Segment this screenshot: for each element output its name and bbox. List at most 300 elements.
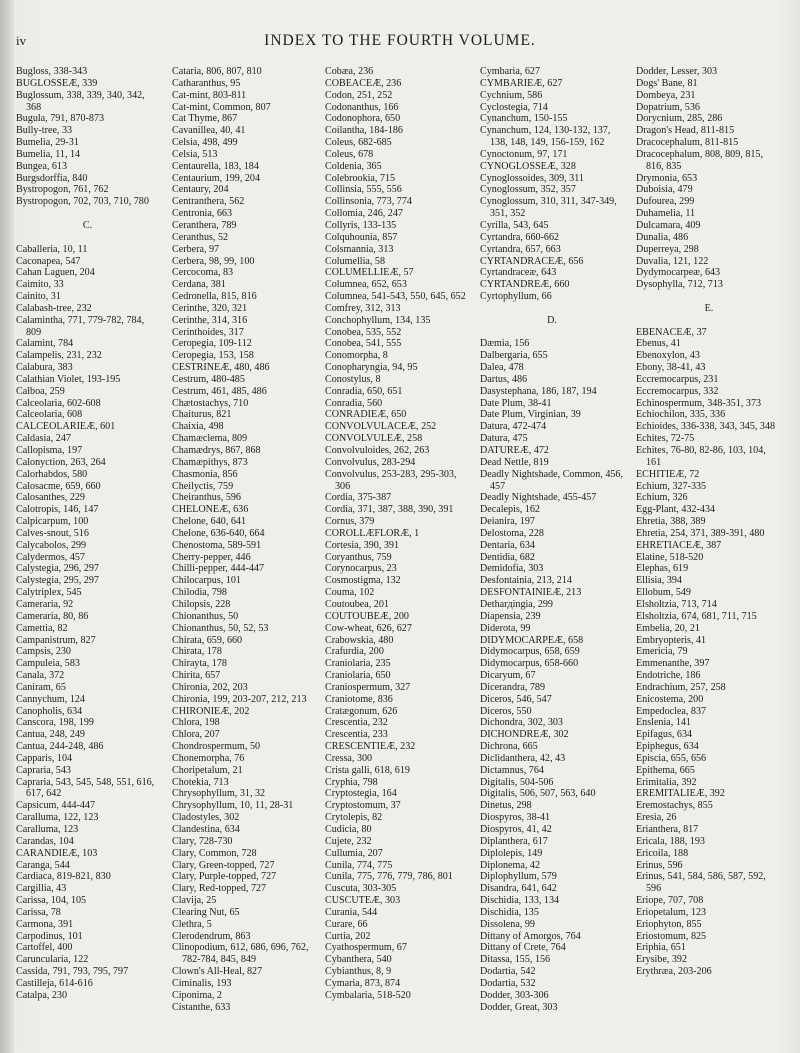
index-entry: Campsis, 230 [16, 646, 71, 658]
index-entry: Eriostomum, 825 [636, 930, 707, 942]
index-entry: Cow-wheat, 626, 627 [325, 622, 412, 634]
index-entry: Cerdana, 381 [172, 279, 226, 291]
index-entry: Cyrtandraceæ, 643 [480, 267, 557, 279]
index-entry: Cyrtandra, 660-662 [480, 231, 560, 243]
index-entry: Dogs' Bane, 81 [636, 77, 698, 89]
index-entry: Conradia, 560 [325, 397, 383, 409]
index-entry: Calamint, 784 [16, 338, 74, 350]
index-entry: Chamæpithys, 873 [172, 456, 248, 468]
index-columns [0, 66, 800, 1046]
index-entry: Enicostema, 200 [636, 693, 704, 705]
index-entry: Chilocarpus, 101 [172, 575, 241, 587]
index-entry: Centaurella, 183, 184 [172, 160, 259, 172]
index-entry: Clown's All-Heal, 827 [172, 966, 263, 978]
index-entry: Coilantha, 184-186 [325, 125, 403, 137]
index-entry: Caranga, 544 [16, 859, 70, 871]
index-entry: DATUREÆ, 472 [480, 445, 549, 456]
index-entry: EBENACEÆ, 37 [636, 326, 707, 338]
index-entry: Campanistrum, 827 [16, 634, 96, 646]
index-entry: Dragon's Head, 811-815 [636, 125, 735, 137]
index-entry: Dodder, 303-306 [480, 989, 549, 1001]
index-entry: Dentidia, 682 [480, 551, 535, 563]
index-entry: Chlora, 207 [172, 729, 220, 741]
index-entry: Dodartia, 532 [480, 977, 536, 989]
index-entry: Catharanthus, 95 [172, 77, 241, 89]
index-entry: Caimito, 33 [16, 279, 64, 291]
index-entry: Burgsdorffia, 840 [16, 172, 88, 184]
index-entry: Bungea, 613 [16, 160, 68, 172]
index-entry: Dracocephalum, 808, 809, 815, 816, 835 [636, 148, 763, 172]
index-entry: Codon, 251, 252 [325, 89, 393, 101]
index-entry: Embryopteris, 41 [636, 634, 707, 646]
index-entry: CYRTANDRACEÆ, 656 [480, 255, 584, 267]
index-entry: Cyrtophyllum, 66 [480, 291, 552, 303]
index-entry: Cherry-pepper, 446 [172, 551, 251, 563]
index-entry: Cat-mint, Common, 807 [172, 101, 271, 113]
index-entry: Chamædrys, 867, 868 [172, 445, 261, 456]
index-entry: Crytolepis, 82 [325, 812, 383, 824]
index-entry: Dissolena, 99 [480, 918, 535, 930]
index-entry: Cameraria, 92 [16, 598, 74, 610]
index-entry: Collinsonia, 773, 774 [325, 196, 412, 208]
index-entry: Cheiranthus, 596 [172, 492, 241, 504]
index-entry: Erythræa, 203-206 [636, 966, 712, 978]
index-entry: Epithema, 665 [636, 764, 695, 776]
index-entry: CYNOGLOSSEÆ, 328 [480, 160, 576, 172]
index-entry: CONVOLVULEÆ, 258 [325, 433, 423, 445]
index-entry: Eriopetalum, 123 [636, 906, 707, 918]
index-entry: Eccremocarpus, 332 [636, 385, 719, 397]
index-entry: Castilleja, 614-616 [16, 977, 93, 989]
index-entry: Cullumia, 207 [325, 847, 383, 859]
index-entry: Bumelia, 29-31 [16, 137, 79, 149]
index-column-2 [172, 66, 314, 1014]
index-entry: Clearing Nut, 65 [172, 906, 240, 918]
index-entry: Cerinthe, 314, 316 [172, 314, 248, 326]
index-entry: Dictamnus, 764 [480, 764, 544, 776]
index-entry: Deadly Nightshade, 455-457 [480, 492, 597, 504]
index-entry: Emericia, 79 [636, 646, 688, 658]
index-entry: Caldasia, 247 [16, 433, 71, 445]
index-entry: Cunila, 774, 775 [325, 859, 393, 871]
index-entry: Comfrey, 312, 313 [325, 302, 401, 314]
index-entry: Crescentia, 233 [325, 729, 388, 741]
index-entry: Didymocarpus, 658-660 [480, 658, 579, 670]
index-entry: Chelone, 636-640, 664 [172, 527, 265, 539]
index-entry: Chrysophyllum, 31, 32 [172, 788, 266, 800]
index-entry: Chenostoma, 589-591 [172, 539, 262, 551]
index-entry: Dicaryum, 67 [480, 670, 536, 682]
index-entry: Chaixia, 498 [172, 421, 224, 433]
index-entry: CUSCUTEÆ, 303 [325, 895, 401, 907]
section-letter: D. [547, 314, 557, 326]
index-entry: Craniolaria, 650 [325, 670, 391, 682]
index-entry: Chonemorpha, 76 [172, 752, 245, 764]
index-entry: Digitalis, 506, 507, 563, 640 [480, 788, 596, 800]
index-entry: Ehretia, 254, 371, 389-391, 480 [636, 527, 765, 539]
index-entry: Callopisma, 197 [16, 445, 83, 456]
index-entry: Curania, 544 [325, 906, 378, 918]
index-entry: Echiochilon, 335, 336 [636, 409, 726, 421]
index-entry: Ericala, 188, 193 [636, 835, 705, 847]
index-entry: Dufourea, 299 [636, 196, 695, 208]
index-entry: Dittany of Amorgos, 764 [480, 930, 581, 942]
index-entry: Couma, 102 [325, 587, 375, 599]
index-entry: Cynoctonum, 97, 171 [480, 148, 568, 160]
index-entry: Eresia, 26 [636, 812, 677, 824]
index-entry: Ceropegia, 153, 158 [172, 350, 254, 362]
index-entry: Chirata, 178 [172, 646, 222, 658]
index-entry: Calystegia, 296, 297 [16, 563, 99, 575]
index-entry: Echioides, 336-338, 343, 345, 348 [636, 421, 776, 433]
index-entry: Calampelis, 231, 232 [16, 350, 102, 362]
index-entry: Datura, 472-474 [480, 421, 547, 433]
index-entry: CARANDIEÆ, 103 [16, 847, 98, 859]
index-entry: Craniolaria, 235 [325, 658, 391, 670]
index-entry: Ebenus, 41 [636, 338, 681, 350]
index-entry: Caniram, 65 [16, 681, 66, 693]
index-entry: Dalea, 478 [480, 362, 524, 374]
index-entry: Clary, Common, 728 [172, 847, 257, 859]
index-entry: Cyrilla, 543, 645 [480, 219, 549, 231]
index-entry: Ensleniа, 141 [636, 717, 691, 729]
index-entry: Cyclostegia, 714 [480, 101, 548, 113]
index-entry: Elsholtzia, 713, 714 [636, 598, 717, 610]
index-entry: Dodder, Great, 303 [480, 1001, 558, 1013]
index-entry: Chaiturus, 821 [172, 409, 232, 421]
index-entry: Endrachium, 257, 258 [636, 681, 726, 693]
index-entry: CRESCENTIEÆ, 232 [325, 741, 416, 753]
index-entry: Caralluma, 123 [16, 824, 79, 835]
index-entry: CESTRINEÆ, 480, 486 [172, 362, 270, 374]
index-entry: Cat Thyme, 867 [172, 113, 238, 125]
index-entry: Coryanthus, 759 [325, 551, 392, 563]
index-entry: Cardiaca, 819-821, 830 [16, 871, 111, 883]
index-entry: Cargillia, 43 [16, 883, 67, 895]
index-entry: Bystropogon, 761, 762 [16, 184, 109, 196]
index-entry: Diplophyllum, 579 [480, 871, 557, 883]
index-entry: Cestrum, 480-485 [172, 373, 245, 385]
index-entry: Diclidanthera, 42, 43 [480, 752, 566, 764]
index-entry: Calathian Violet, 193-195 [16, 373, 121, 385]
index-entry: Centaury, 204 [172, 184, 229, 196]
index-entry: Digitalis, 504-506 [480, 776, 554, 788]
index-entry: Ehretia, 388, 389 [636, 516, 706, 528]
index-entry: Calotropis, 146, 147 [16, 504, 99, 516]
index-entry: EHRETIACEÆ, 387 [636, 539, 722, 551]
index-entry: Cercocoma, 83 [172, 267, 234, 279]
index-entry: Cynanchum, 150-155 [480, 113, 568, 125]
index-entry: Delostoma, 228 [480, 527, 544, 539]
index-entry: Erysibe, 392 [636, 954, 688, 966]
index-entry: Empedoclea, 837 [636, 705, 707, 717]
index-entry: Collomia, 246, 247 [325, 208, 403, 220]
index-entry: Disandra, 641, 642 [480, 883, 557, 895]
index-entry: Dicerandra, 789 [480, 681, 546, 693]
index-entry: Capraria, 543, 545, 548, 551, 616, 617, 642 [16, 776, 155, 800]
index-entry: Crabowskia, 480 [325, 634, 394, 646]
index-entry: Clinopodium, 612, 686, 696, 762, 782-784, 845, 849 [172, 942, 309, 966]
page-header [0, 30, 800, 52]
index-entry: Colsmannia, 313 [325, 243, 394, 255]
spacer [16, 208, 159, 220]
index-entry: Cladostyles, 302 [172, 812, 240, 824]
index-entry: COLUMELLIEÆ, 57 [325, 267, 414, 279]
index-entry: Clavija, 25 [172, 895, 217, 907]
index-entry: Curtia, 202 [325, 930, 371, 942]
index-entry: Eriope, 707, 708 [636, 895, 704, 907]
index-entry: Bystropogon, 702, 703, 710, 780 [16, 196, 149, 208]
index-entry: Caconapea, 547 [16, 255, 81, 267]
index-entry: Chætostachys, 710 [172, 397, 249, 409]
index-entry: Cavanillea, 40, 41 [172, 125, 246, 137]
index-entry: Canala, 372 [16, 670, 65, 682]
index-entry: Chilopsis, 228 [172, 598, 231, 610]
index-entry: Coutoubea, 201 [325, 598, 389, 610]
index-entry: Calabash-tree, 232 [16, 302, 92, 314]
index-entry: Ericoila, 188 [636, 847, 689, 859]
index-entry: Cymaria, 873, 874 [325, 977, 401, 989]
index-entry: Choripetalum, 21 [172, 764, 243, 776]
index-entry: Clary, 728-730 [172, 835, 233, 847]
index-entry: Carpodinus, 101 [16, 930, 83, 942]
index-column-1 [16, 66, 159, 1002]
index-entry: Elsholtzia, 674, 681, 711, 715 [636, 610, 757, 622]
index-entry: Demidofia, 303 [480, 563, 544, 575]
index-entry: Dischidia, 133, 134 [480, 895, 560, 907]
index-entry: Diplanthera, 617 [480, 835, 548, 847]
index-entry: Cassida, 791, 793, 795, 797 [16, 966, 129, 978]
index-entry: Columnea, 652, 653 [325, 279, 407, 291]
index-entry: Emmenanthe, 397 [636, 658, 710, 670]
index-entry: Bumelia, 11, 14 [16, 148, 81, 160]
index-entry: Cheilyctis, 759 [172, 480, 234, 492]
index-entry: Diplonema, 42 [480, 859, 540, 871]
index-entry: Date Plum, 38-41 [480, 397, 552, 409]
index-column-5 [636, 66, 782, 978]
index-entry: Dunalia, 486 [636, 231, 689, 243]
index-entry: Diapensia, 239 [480, 610, 541, 622]
index-entry: Eriophyton, 855 [636, 918, 702, 930]
index-entry: Cyrtandra, 657, 663 [480, 243, 561, 255]
index-entry: Dæmia, 156 [480, 338, 530, 350]
index-entry: Dartus, 486 [480, 373, 528, 385]
index-entry: Cynoglossum, 310, 311, 347-349, 351, 352 [480, 196, 617, 220]
index-entry: Cameraria, 80, 86 [16, 610, 89, 622]
index-entry: Erinus, 541, 584, 586, 587, 592, 596 [636, 871, 766, 895]
index-entry: CHIRONIEÆ, 202 [172, 705, 250, 717]
index-entry: Cryptostomum, 37 [325, 800, 401, 812]
index-entry: Capparis, 104 [16, 752, 73, 764]
index-entry: Calceolaria, 608 [16, 409, 83, 421]
index-entry: Campuleia, 583 [16, 658, 80, 670]
index-entry: Cannychum, 124 [16, 693, 85, 705]
index-entry: Cordia, 371, 387, 388, 390, 391 [325, 504, 454, 516]
index-entry: Cataria, 806, 807, 810 [172, 66, 262, 77]
index-entry: Dead Nettle, 819 [480, 456, 549, 468]
index-entry: Calosacme, 659, 660 [16, 480, 101, 492]
index-entry: Corynocarpus, 23 [325, 563, 397, 575]
index-entry: Chironia, 202, 203 [172, 681, 248, 693]
index-entry: Cosmostigma, 132 [325, 575, 401, 587]
index-entry: Cynoglossum, 352, 357 [480, 184, 576, 196]
index-entry: Ebenoxylon, 43 [636, 350, 700, 362]
index-entry: Echites, 76-80, 82-86, 103, 104, 161 [636, 445, 766, 468]
index-entry: CYMBARIEÆ, 627 [480, 77, 563, 89]
index-entry: Cybianthus, 8, 9 [325, 966, 392, 978]
index-entry: Endotriche, 186 [636, 670, 701, 682]
index-entry: Ceropegia, 109-112 [172, 338, 252, 350]
index-entry: Canscora, 198, 199 [16, 717, 94, 729]
index-entry: Didymocarpus, 658, 659 [480, 646, 580, 658]
index-entry: Cobæa, 236 [325, 66, 374, 77]
page-number: iv [16, 33, 27, 48]
index-entry: Convolvuloides, 262, 263 [325, 445, 430, 456]
index-entry: Cestrum, 461, 485, 486 [172, 385, 267, 397]
index-entry: Cynoglossoides, 309, 311 [480, 172, 584, 184]
index-entry: Cistanthe, 633 [172, 1001, 231, 1013]
index-entry: COBEACEÆ, 236 [325, 77, 402, 89]
index-entry: ECHITIEÆ, 72 [636, 468, 700, 480]
index-entry: Diplolepis, 149 [480, 847, 543, 859]
index-entry: Centaurium, 199, 204 [172, 172, 261, 184]
index-entry: Embelia, 20, 21 [636, 622, 700, 634]
index-entry: Cymbalaria, 518-520 [325, 989, 411, 1001]
index-entry: Centranthera, 562 [172, 196, 245, 208]
index-entry: Cornus, 379 [325, 516, 375, 528]
index-column-4 [480, 66, 624, 1014]
index-entry: EREMITALIEÆ, 392 [636, 788, 725, 800]
index-entry: Cybanthera, 540 [325, 954, 392, 966]
index-entry: Columellia, 58 [325, 255, 385, 267]
index-entry: Erianthera, 817 [636, 824, 699, 835]
index-entry: Calydermos, 457 [16, 551, 85, 563]
index-entry: Chirayta, 178 [172, 658, 227, 670]
index-entry: Cainito, 31 [16, 291, 61, 303]
index-entry: Conomorpha, 8 [325, 350, 388, 362]
index-entry: Caralluma, 122, 123 [16, 812, 99, 824]
index-entry: Elephas, 619 [636, 563, 689, 575]
index-entry: Codonanthus, 166 [325, 101, 399, 113]
index-entry: Capraria, 543 [16, 764, 71, 776]
index-entry: Clary, Green-topped, 727 [172, 859, 275, 871]
index-entry: Drymonia, 653 [636, 172, 698, 184]
index-entry: Chilli-pepper, 444-447 [172, 563, 265, 575]
index-entry: Date Plum, Virginian, 39 [480, 409, 581, 421]
index-entry: Calceolaria, 602-608 [16, 397, 101, 409]
index-entry: Craniospermum, 327 [325, 681, 411, 693]
index-entry: Calboa, 259 [16, 385, 65, 397]
index-entry: Clethra, 5 [172, 918, 212, 930]
index-entry: Elatine, 518-520 [636, 551, 704, 563]
index-entry: Duboisia, 479 [636, 184, 693, 196]
index-entry: Epiphegus, 634 [636, 741, 699, 753]
index-entry: Desfontainia, 213, 214 [480, 575, 572, 587]
spacer [636, 315, 782, 327]
index-entry: Centronia, 663 [172, 208, 232, 220]
index-entry: Conradia, 650, 651 [325, 385, 403, 397]
index-entry: Ebony, 38-41, 43 [636, 362, 706, 374]
section-letter: C. [82, 219, 93, 231]
index-entry: Collinsia, 555, 556 [325, 184, 402, 196]
index-entry: Bugloss, 338-343 [16, 66, 88, 77]
index-entry: Decalepis, 162 [480, 504, 540, 516]
index-entry: Catalpa, 230 [16, 989, 68, 1001]
index-entry: Calves-snout, 516 [16, 527, 89, 539]
page-title: INDEX TO THE FOURTH VOLUME. [264, 32, 536, 49]
index-entry: Cryptostegia, 164 [325, 788, 397, 800]
spacer [636, 291, 782, 303]
index-entry: Diospyros, 38-41 [480, 812, 551, 824]
index-entry: Dracocephalum, 811-815 [636, 137, 739, 149]
index-entry: CONRADIEÆ, 650 [325, 409, 407, 421]
index-entry: Colquhounia, 857 [325, 231, 398, 243]
index-entry: Chionanthus, 50 [172, 610, 239, 622]
index-entry: Celsia, 498, 499 [172, 137, 238, 149]
index-entry: Dasystephana, 186, 187, 194 [480, 385, 597, 397]
index-entry: Cantua, 244-248, 486 [16, 741, 104, 753]
index-entry: Caballeria, 10, 11 [16, 243, 88, 255]
index-entry: Cuscuta, 303-305 [325, 883, 397, 895]
index-entry: Conchophyllum, 134, 135 [325, 314, 431, 326]
index-entry: Cudicia, 80 [325, 824, 372, 835]
index-entry: Celsia, 513 [172, 148, 218, 160]
index-entry: Conopharyngia, 94, 95 [325, 362, 418, 374]
index-entry: Echites, 72-75 [636, 433, 695, 445]
index-entry: Coldenia, 365 [325, 160, 382, 172]
index-entry: Crescentia, 232 [325, 717, 388, 729]
index-entry: Cat-mint, 803-811 [172, 89, 247, 101]
index-column-3 [325, 66, 469, 1002]
index-entry: Craniotome, 836 [325, 693, 393, 705]
index-entry: Carissa, 78 [16, 906, 61, 918]
index-entry: Deianira, 197 [480, 516, 535, 528]
index-entry: Dorycnium, 285, 286 [636, 113, 723, 125]
index-entry: Calytriplex, 545 [16, 587, 82, 599]
index-entry: Dinetus, 298 [480, 800, 532, 812]
index-entry: Bully-tree, 33 [16, 125, 73, 137]
index-entry: Dysophylla, 712, 713 [636, 279, 723, 291]
index-entry: Columnea, 541-543, 550, 645, 652 [325, 291, 466, 303]
index-entry: Echium, 326 [636, 492, 688, 504]
index-entry: Cyathospermum, 67 [325, 942, 407, 954]
index-entry: Chironia, 199, 203-207, 212, 213 [172, 693, 307, 705]
index-entry: Clary, Red-topped, 727 [172, 883, 267, 895]
index-entry: Collyris, 133-135 [325, 219, 397, 231]
index-entry: Duhamelia, 11 [636, 208, 696, 220]
index-entry: Chamæclema, 809 [172, 433, 248, 445]
index-entry: Coleus, 678 [325, 148, 374, 160]
index-entry: Bugula, 791, 870-873 [16, 113, 105, 125]
index-entry: Dentaria, 634 [480, 539, 535, 551]
index-entry: Chlora, 198 [172, 717, 220, 729]
index-entry: Ditassa, 155, 156 [480, 954, 551, 966]
spacer [480, 327, 624, 339]
index-entry: Cujete, 232 [325, 835, 372, 847]
index-entry: Cortesia, 390, 391 [325, 539, 400, 551]
index-entry: Buglossum, 338, 339, 340, 342, 368 [16, 89, 145, 113]
index-entry: Cratægonum, 626 [325, 705, 398, 717]
index-entry: Chirita, 657 [172, 670, 221, 682]
index-entry: Conobea, 535, 552 [325, 326, 402, 338]
index-entry: BUGLOSSEÆ, 339 [16, 77, 98, 89]
index-entry: Cressa, 300 [325, 752, 373, 764]
index-entry: Ceranthera, 789 [172, 219, 237, 231]
index-entry: Dischidia, 135 [480, 906, 539, 918]
index-entry: Cerinthe, 320, 321 [172, 302, 248, 314]
index-entry: Cerinthoides, 317 [172, 326, 244, 338]
index-entry: COROLLÆFLORÆ, 1 [325, 527, 420, 539]
